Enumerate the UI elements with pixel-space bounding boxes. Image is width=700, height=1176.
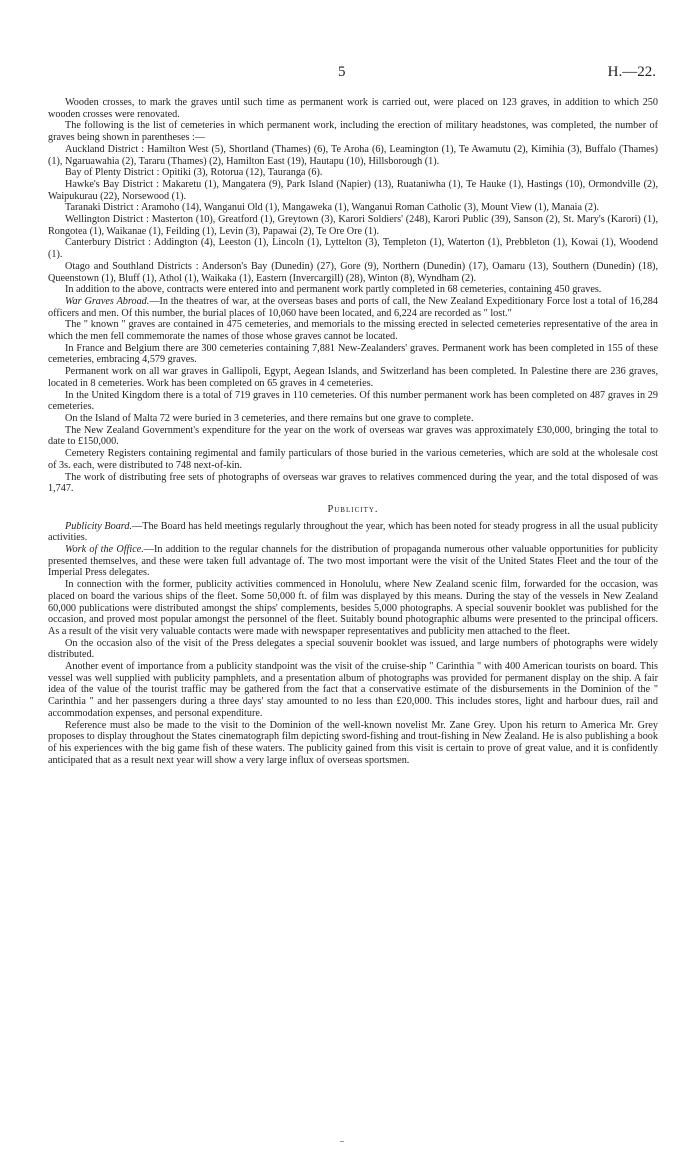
paragraph: Wellington District : Masterton (10), Greatford (1), Greytown (3), Karori Soldiers' (248), Karori Public (39), Sanson (2), St. Mary's (Karori) (1), Rongotea (1), Waikanae (1), Feilding (1), Levin (3), Papawai (2), Te Ore Ore (1). (48, 214, 658, 237)
paragraph: Another event of importance from a publicity standpoint was the visit of the cruise-ship " Carinthia " with 400 American tourists on board. This vessel was well supplied with publicity pamphlets, and a presentation album of photographs was provided for permanent display on the ship. A fair idea of the value of the tourist traffic may be gathered from the fact that a conservative estimate of the disbursements in the Dominion of the " Carinthia " and her passengers during a three days' stay amounted to no less than £20,000. This includes stores, light and harbour dues, rail and accommodation expenses, and personal expenditure. (48, 661, 658, 719)
paragraph: Permanent work on all war graves in Gallipoli, Egypt, Aegean Islands, and Switzerland has been completed. In Palestine there are 236 graves, located in 8 cemeteries. Work has been completed on 65 graves in 4 cemeteries. (48, 366, 658, 389)
paragraph: Cemetery Registers containing regimental and family particulars of those buried in the various cemeteries, which are sold at the wholesale cost of 3s. each, were distributed to 748 next-of-kin. (48, 448, 658, 471)
document-body (48, 97, 658, 766)
war-graves-paragraph (48, 296, 658, 319)
paragraph: In connection with the former, publicity activities commenced in Honolulu, where New Zealand scenic film, forwarded for the occasion, was placed on board the various ships of the fleet. Some 50,000 ft. of film was displayed by this means. During the stay of the vessels in New Zealand 60,000 publications were distributed amongst the ships' complements, besides 5,000 photographs. A special souvenir booklet was published for the occasion, and proved most popular amongst the personnel of the fleet. Suitably bound photographic albums were presented to the principal officers. As a result of the visit very valuable contacts were made with newspaper representatives and publicity men attached to the fleet. (48, 579, 658, 637)
publicity-board-text: —The Board has held meetings regularly throughout the year, which has been noted for steady progress in all the usual publicity activities. (48, 520, 658, 544)
section-heading-publicity: Publicity. (327, 503, 379, 515)
paragraph: Wooden crosses, to mark the graves until such time as permanent work is carried out, were placed on 123 graves, in addition to which 250 wooden crosses were renovated. (48, 97, 658, 120)
paragraph: The following is the list of cemeteries in which permanent work, including the erection of military headstones, was completed, the number of graves being shown in parentheses :— (48, 120, 658, 144)
war-graves-text: —In the theatres of war, at the overseas bases and ports of call, the New Zealand Expeditionary Force lost a total of 16,284 officers and men. Of this number, the burial places of 10,060 have been located, and 6,224 are recorded as " lost." (48, 295, 658, 319)
war-graves-title: War Graves Abroad. (65, 295, 150, 307)
paragraph: Reference must also be made to the visit to the Dominion of the well-known novelist Mr. Zane Grey. Upon his return to America Mr. Grey proposes to display throughout the States cinematograph film depicting sword-fishing and trout-fishing in New Zealand. He is also publishing a book of his experiences with the big game fish of these waters. The publicity gained from this visit is certain to prove of great value, and it is confidently anticipated that as a result next year will show a very large influx of overseas sportsmen. (48, 719, 658, 766)
paragraph: In the United Kingdom there is a total of 719 graves in 110 cemeteries. Of this number permanent work has been completed on 487 graves in 29 cemeteries. (48, 389, 658, 413)
paragraph: In France and Belgium there are 300 cemeteries containing 7,881 New-Zealanders' graves. Permanent work has been completed in 155 of these cemeteries, embracing 4,579 graves. (48, 342, 658, 366)
paragraph: The New Zealand Government's expenditure for the year on the work of overseas war graves was approximately £30,000, bringing the total to date to £150,000. (48, 424, 658, 448)
paragraph: Taranaki District : Aramoho (14), Wanganui Old (1), Mangaweka (1), Wanganui Roman Catholic (3), Mount View (1), Manaia (2). (65, 202, 600, 214)
publicity-board-title: Publicity Board. (65, 520, 133, 532)
work-office-title: Work of the Office. (65, 544, 144, 556)
paragraph: On the Island of Malta 72 were buried in 3 cemeteries, and there remains but one grave to complete. (65, 412, 474, 424)
paragraph: Hawke's Bay District : Makaretu (1), Mangatera (9), Park Island (Napier) (13), Ruataniwha (1), Te Hauke (1), Hastings (10), Ormondville (2), Waipukurau (22), Norsewood (1). (48, 178, 658, 202)
page-number: 5 (338, 64, 346, 80)
paragraph: The work of distributing free sets of photographs of overseas war graves to relatives commenced during the year, and the total disposed of was 1,747. (48, 471, 658, 495)
page-footer-mark (340, 1141, 344, 1142)
paragraph: The " known " graves are contained in 475 cemeteries, and memorials to the missing erected in selected cemeteries representative of the area in which the men fell commemorate the names of those whose graves cannot be located. (48, 319, 658, 343)
paragraph: Bay of Plenty District : Opitiki (3), Rotorua (12), Tauranga (6). (65, 167, 323, 179)
paragraph: In addition to the above, contracts were entered into and permanent work partly completed in 68 cemeteries, containing 450 graves. (65, 284, 602, 296)
work-office-text: —In addition to the regular channels for the distribution of propaganda numerous other valuable opportunities for publicity presented themselves, and these were taken full advantage of. The two most important were the visit of the United States Fleet and the tour of the Imperial Press delegates. (48, 544, 658, 579)
work-office-paragraph (48, 544, 658, 579)
paragraph: On the occasion also of the visit of the Press delegates a special souvenir booklet was issued, and large numbers of photographs were widely distributed. (48, 637, 658, 661)
publicity-board-paragraph (48, 521, 658, 544)
paragraph: Canterbury District : Addington (4), Leeston (1), Lincoln (1), Lyttelton (3), Templeton (1), Waterton (1), Prebbleton (1), Kowai (1), Woodend (1). (48, 237, 658, 261)
paragraph: Auckland District : Hamilton West (5), Shortland (Thames) (6), Te Aroha (6), Leamington (1), Te Awamutu (2), Kimihia (3), Buffalo (Thames) (1), Ngaruawahia (2), Tararu (Thames) (2), Hamilton East (19), Hautapu (10), Hillsborough (1). (48, 143, 658, 167)
document-reference: H.—22. (607, 64, 656, 80)
paragraph: Otago and Southland Districts : Anderson's Bay (Dunedin) (27), Gore (9), Northern (Dunedin) (17), Oamaru (13), Southern (Dunedin) (18), Queenstown (1), Bluff (1), Athol (1), Waikaka (1), Eastern (Invercargill) (28), Winton (8), Wyndham (2). (48, 260, 658, 284)
page-header (0, 64, 700, 84)
